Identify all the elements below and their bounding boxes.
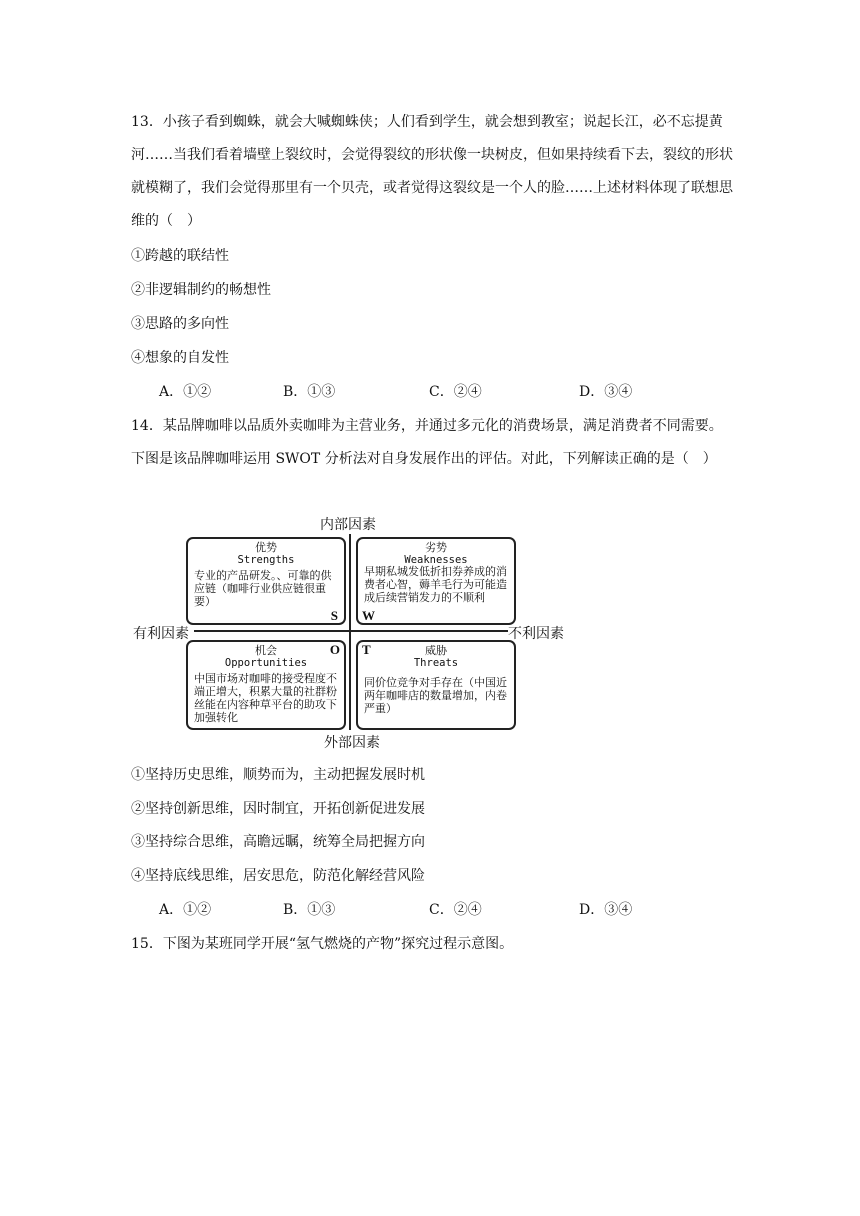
q13-item-3: ③思路的多向性 — [131, 316, 229, 332]
strengths-title: 优势 — [255, 541, 277, 554]
q13-option-d: D．③④ — [579, 384, 633, 400]
q14-item-3: ③坚持综合思维，高瞻远瞩，统筹全局把握方向 — [131, 834, 425, 850]
strengths-subtitle: Strengths — [237, 554, 295, 566]
q14-option-a: A．①② — [159, 902, 212, 918]
q14-item-1: ①坚持历史思维，顺势而为，主动把握发展时机 — [131, 767, 425, 783]
strengths-letter: S — [330, 608, 338, 623]
swot-left-label: 有利因素 — [133, 626, 189, 642]
threats-title: 威胁 — [425, 644, 447, 657]
q13-stem: 13．小孩子看到蜘蛛，就会大喊蜘蛛侠；人们看到学生，就会想到教室；说起长江，必不忘提黄河……当我们看着墙壁上裂纹时，会觉得裂纹的形状像一块树皮，但如果持续看下去，裂纹的形状就模糊了，我们会觉得那里有一个贝壳，或者觉得这裂纹是一个人的脸……上述材料体现了联想思维的（ ） — [131, 114, 733, 229]
strengths-body: 专业的产品研发。、可靠的供应链（咖啡行业供应链很重要） — [194, 569, 332, 608]
q13-item-2: ②非逻辑制约的畅想性 — [131, 282, 271, 298]
swot-vertical-axis — [349, 534, 351, 730]
swot-horizontal-axis — [194, 630, 508, 632]
swot-right-label: 不利因素 — [508, 626, 564, 642]
threats-body: 同价位竞争对手存在（中国近两年咖啡店的数量增加，内卷严重） — [364, 676, 507, 715]
q13-item-1: ①跨越的联结性 — [131, 248, 229, 264]
opportunities-box — [186, 640, 346, 730]
swot-top-label: 内部因素 — [320, 517, 376, 533]
weaknesses-title: 劣势 — [425, 541, 447, 554]
q14-option-b: B．①③ — [283, 902, 336, 918]
q13-option-c: C．②④ — [429, 384, 482, 400]
q14-option-d: D．③④ — [579, 902, 633, 918]
opportunities-title: 机会 — [255, 644, 277, 657]
swot-figure — [130, 512, 570, 752]
q14-stem: 14．某品牌咖啡以品质外卖咖啡为主营业务，并通过多元化的消费场景，满足消费者不同需要。下图是该品牌咖啡运用 SWOT 分析法对自身发展作出的评估。对此，下列解读正确的是（ ） — [131, 418, 723, 467]
weaknesses-subtitle: Weaknesses — [404, 554, 468, 566]
threats-subtitle: Threats — [413, 657, 459, 669]
q14-item-4: ④坚持底线思维，居安思危，防范化解经营风险 — [131, 868, 425, 884]
swot-bottom-label: 外部因素 — [324, 735, 380, 751]
threats-letter: T — [362, 642, 371, 657]
q15-stem: 15．下图为某班同学开展“氢气燃烧的产物”探究过程示意图。 — [131, 936, 514, 952]
opportunities-subtitle: Opportunities — [224, 657, 308, 669]
weaknesses-box — [356, 537, 516, 625]
threats-box — [356, 640, 516, 730]
weaknesses-letter: W — [362, 608, 375, 623]
strengths-box — [186, 537, 346, 625]
q14-item-2: ②坚持创新思维，因时制宜，开拓创新促进发展 — [131, 801, 425, 817]
opportunities-body: 中国市场对咖啡的接受程度不端正增大，积累大量的社群粉丝能在内容种草平台的助攻下加强转化 — [194, 672, 337, 724]
q14-option-c: C．②④ — [429, 902, 482, 918]
q13-option-b: B．①③ — [283, 384, 336, 400]
q13-option-a: A．①② — [159, 384, 212, 400]
weaknesses-body: 早期私城发低折扣券养成的消费者心智，薅羊毛行为可能造成后续营销发力的不顺利 — [364, 565, 507, 604]
opportunities-letter: O — [329, 642, 340, 657]
q13-item-4: ④想象的自发性 — [131, 350, 229, 366]
